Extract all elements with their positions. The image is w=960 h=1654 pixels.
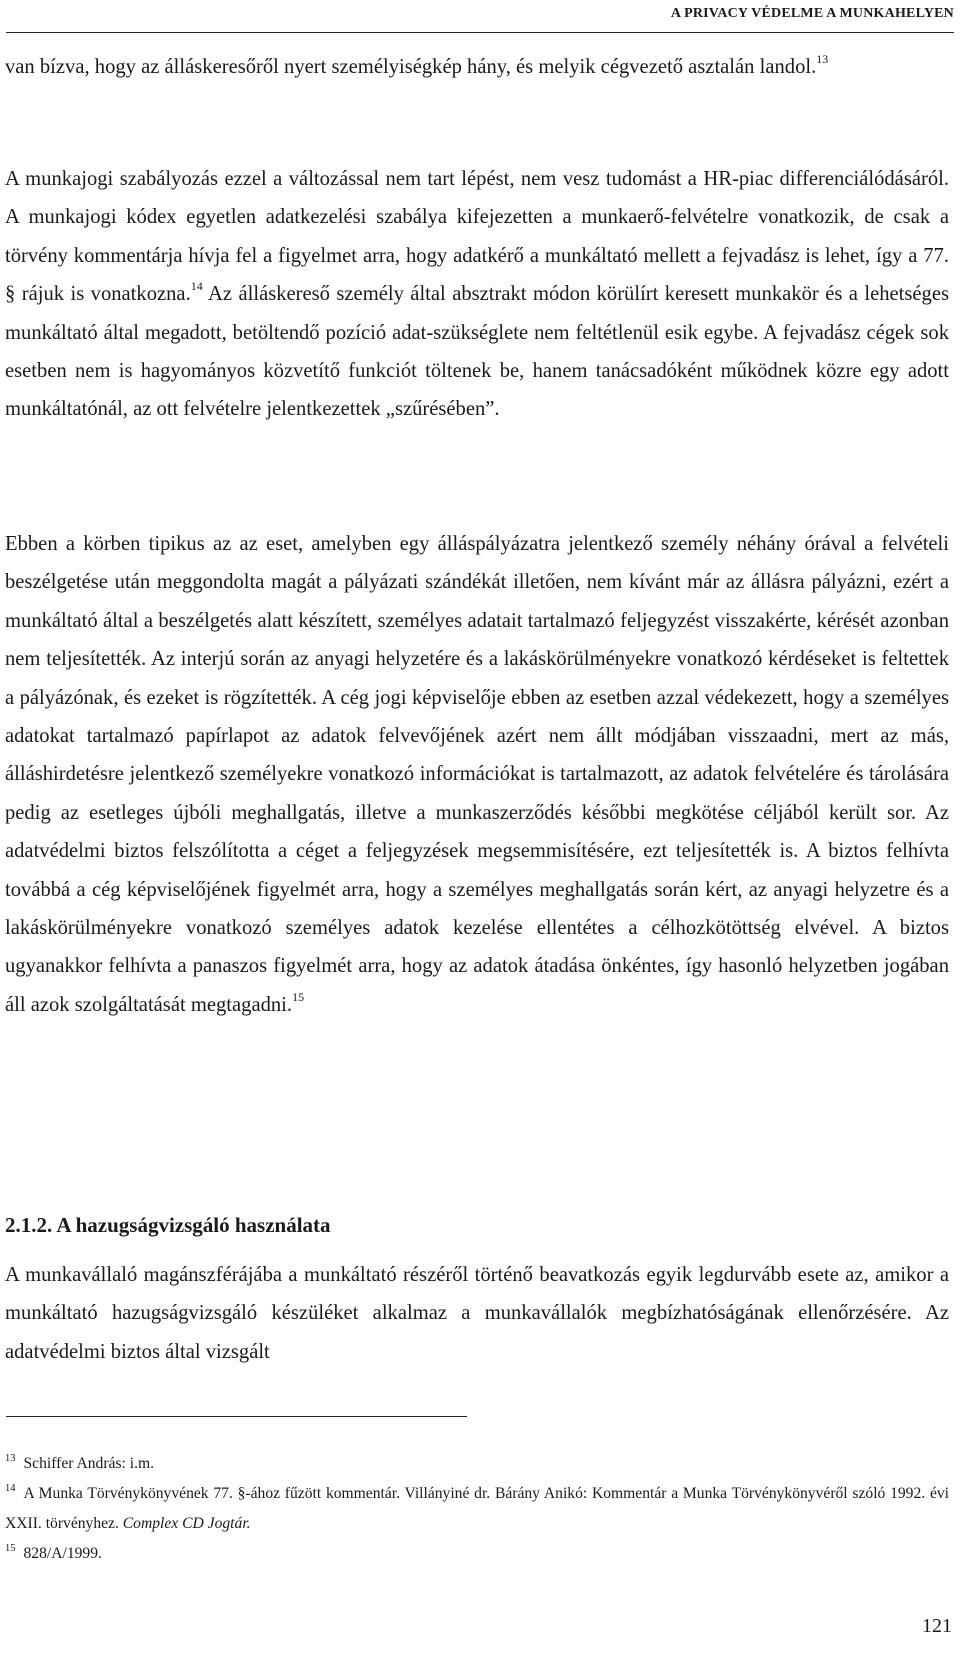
running-header <box>6 6 954 33</box>
section-heading: 2.1.2. A hazugságvizsgáló használata <box>5 1213 331 1237</box>
running-title: A PRIVACY VÉDELME A MUNKAHELYEN <box>670 6 954 21</box>
paragraph-4-text: A munkavállaló magánszférájába a munkáltató részéről történő beavatkozás egyik legdurvább esete az, amikor a munkáltató hazugságvizsgáló készüléket alkalmaz a munkavállalók megbízhatóságának ellenőrzésére. Az adatvédelmi biztos által vizsgált <box>5 1264 949 1363</box>
footnote-15 <box>5 1539 949 1569</box>
footnote-text: 828/A/1999. <box>23 1545 102 1562</box>
paragraph-2-text-a: A munkajogi szabályozás ezzel a változással nem tart lépést, nem vesz tudomást a HR-piac differenciálódásáról. A munkajogi kódex egyetlen adatkezelési szabálya kifejezetten a munkaerő-felvételre vonatkozik, de csak a törvény kommentárja hívja fel a figyelmet arra, hogy adatkérő a munkáltató mellett a fejvadász is lehet, így a 77. § rájuk is vonatkozna. <box>5 168 949 306</box>
paragraph-4 <box>5 1256 949 1371</box>
paragraph-1-text: van bízva, hogy az álláskeresőről nyert személyiségkép hány, és melyik cégvezető asztalán landol. <box>5 56 817 78</box>
paragraph-2-text-b: Az álláskereső személy által absztrakt módon körülírt keresett munkakör és a lehetséges munkáltató által megadott, betöltendő pozíció adat-szükséglete nem feltétlenül esik egybe. A fejvadász cégek sok esetben nem is hagyományos közvetítő funkciót töltenek be, hanem tanácsadóként működnek közre egy adott munkáltatónál, az ott felvételre jelentkezettek „szűrésében”. <box>5 283 949 421</box>
footnote-text: A Munka Törvénykönyvének 77. §-ához fűzött kommentár. Villányiné dr. Bárány Anikó: Kommentár a Munka Törvénykönyvéről szóló 1992. évi XXII. törvényhez. <box>5 1485 949 1532</box>
footnote-13 <box>5 1449 949 1479</box>
footnote-14 <box>5 1479 949 1539</box>
page-number: 121 <box>922 1615 952 1637</box>
footnote-number: 13 <box>5 1452 16 1464</box>
footnote-ref-14[interactable]: 14 <box>190 279 203 294</box>
paragraph-2 <box>5 160 949 429</box>
paragraph-3-text: Ebben a körben tipikus az az eset, amelyben egy álláspályázatra jelentkező személy néhány órával a felvételi beszélgetése után meggondolta magát a pályázati szándékát illetően, nem kívánt már az állásra pályázni, ezért a munkáltató által a beszélgetés alatt készített, személyes adatait tartalmazó feljegyzést visszakérte, kérését azonban nem teljesítették. Az interjú során az anyagi helyzetére és a lakáskörülményekre vonatkozó kérdéseket is feltettek a pályázónak, és ezeket is rögzítették. A cég jogi képviselője ebben az esetben azzal védekezett, hogy a személyes adatokat tartalmazó papírlapot az adatok felvevőjének azért nem állt módjában visszaadni, mert az más, álláshirdetésre jelentkező személyekre vonatkozó információkat is tartalmazott, az adatok felvételére és tárolására pedig az esetleges újbóli meghallgatás, illetve a munkaszerződés későbbi megkötése céljából került sor. Az adatvédelmi biztos felszólította a céget a feljegyzések megsemmisítésére, ezt teljesítették is. A biztos felhívta továbbá a cég képviselőjének figyelmét arra, hogy a személyes meghallgatás során kért, az anyagi helyzetre és a lakáskörülményekre vonatkozó személyes adatok kezelése ellentétes a célhozkötöttség elvével. A biztos ugyanakkor felhívta a panaszos figyelmét arra, hogy az adatok átadása önkéntes, így hasonló helyzetben jogában áll azok szolgáltatását megtagadni. <box>5 533 949 1016</box>
footnote-number: 15 <box>5 1542 16 1554</box>
footnote-source: Complex CD Jogtár. <box>122 1515 251 1532</box>
footnote-ref-15[interactable]: 15 <box>292 990 305 1005</box>
footnote-text: Schiffer András: i.m. <box>23 1455 155 1472</box>
paragraph-3 <box>5 525 949 1024</box>
paragraph-1 <box>5 48 949 86</box>
footnote-number: 14 <box>5 1482 16 1494</box>
footnote-ref-13[interactable]: 13 <box>816 52 829 67</box>
footnote-separator <box>6 1416 467 1417</box>
footnotes <box>5 1449 949 1569</box>
